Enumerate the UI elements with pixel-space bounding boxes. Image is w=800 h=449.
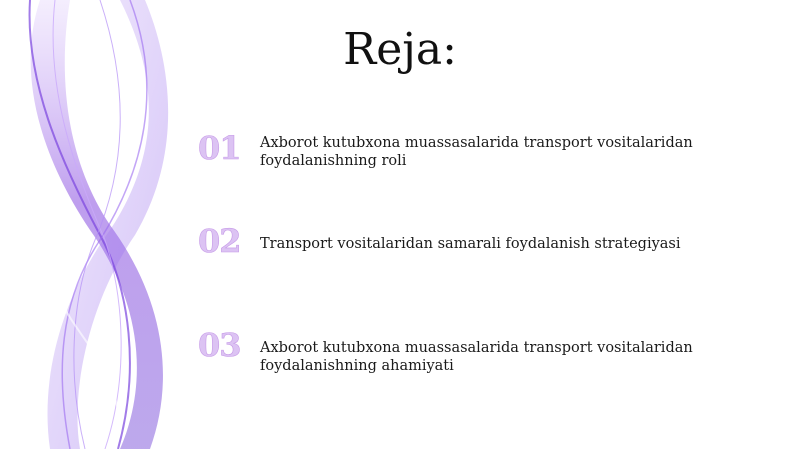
- item-text-3: Axborot kutubxona muassasalarida transport vositalaridan foydalanishning ahamiyati: [260, 340, 693, 374]
- item-text-2: Transport vositalaridan samarali foydalanish strategiyasi: [260, 236, 681, 252]
- item-number-3: 03: [198, 326, 241, 364]
- item-number-2: 02: [198, 222, 241, 260]
- item-text-1: Axborot kutubxona muassasalarida transport vositalaridan foydalanishning roli: [260, 135, 693, 169]
- item-number-1: 01: [198, 129, 241, 167]
- decorative-ribbon: [0, 0, 200, 449]
- slide-title: Reja:: [343, 24, 457, 75]
